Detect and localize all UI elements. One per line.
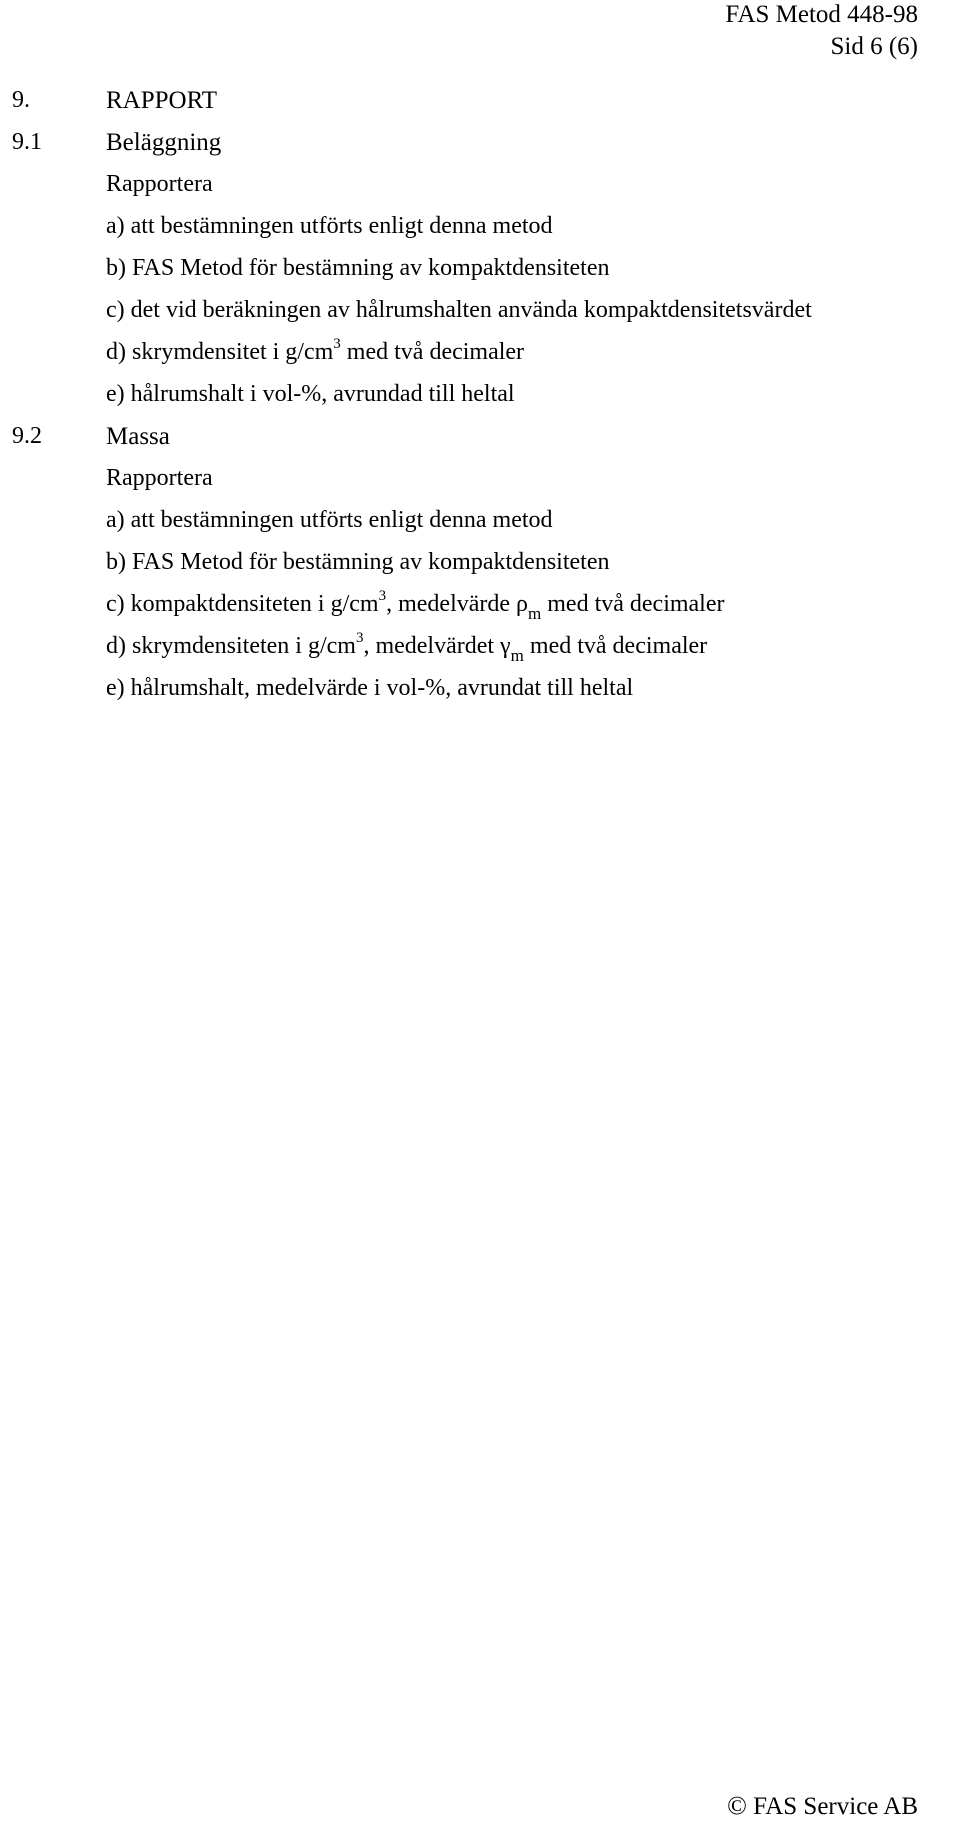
superscript: 3 <box>333 336 341 352</box>
section-title: RAPPORT <box>106 87 218 114</box>
list-item-9-1-e: e) hålrumshalt i vol-%, avrundad till heltal <box>106 381 515 407</box>
list-item-9-2-a: a) att bestämningen utförts enligt denna metod <box>106 507 553 533</box>
subsection-number-9-2: 9.2 <box>12 423 42 449</box>
superscript: 3 <box>355 630 364 646</box>
list-item-text: med två decimaler <box>523 633 708 659</box>
list-item-text: med två decimaler <box>340 339 525 365</box>
subscript: m <box>510 646 524 665</box>
list-item-text: med två decimaler <box>541 591 725 617</box>
subsection-title-9-2: Massa <box>106 423 170 450</box>
list-item-9-2-d <box>106 630 708 665</box>
superscript: 3 <box>378 588 387 604</box>
list-item-9-2-b: b) FAS Metod för bestämning av kompaktdensiteten <box>106 549 610 575</box>
footer-copyright <box>727 1793 918 1819</box>
page-number: Sid 6 (6) <box>830 33 918 60</box>
footer-company: FAS Service AB <box>746 1793 918 1820</box>
list-item-text: , medelvärde ρ <box>386 591 529 617</box>
list-item-9-1-a: a) att bestämningen utförts enligt denna metod <box>106 213 553 239</box>
list-item-9-1-c: c) det vid beräkningen av hålrumshalten använda kompaktdensitetsvärdet <box>106 297 812 323</box>
subsection-intro-9-2: Rapportera <box>106 465 213 491</box>
copyright-icon: © <box>727 1791 747 1820</box>
subsection-intro-9-1: Rapportera <box>106 171 213 197</box>
document-code: FAS Metod 448-98 <box>725 1 918 28</box>
subsection-number-9-1: 9.1 <box>12 129 42 155</box>
list-item-9-2-e: e) hålrumshalt, medelvärde i vol-%, avrundat till heltal <box>106 675 634 701</box>
list-item-9-1-d <box>106 336 525 365</box>
list-item-9-2-c <box>106 588 725 623</box>
list-item-text: d) skrymdensiteten i g/cm <box>106 633 356 659</box>
list-item-text: , medelvärdet γ <box>363 633 511 659</box>
subscript: m <box>528 604 542 623</box>
list-item-text: c) kompaktdensiteten i g/cm <box>106 591 379 617</box>
list-item-9-1-b: b) FAS Metod för bestämning av kompaktdensiteten <box>106 255 610 281</box>
section-number: 9. <box>12 87 30 113</box>
list-item-text: d) skrymdensitet i g/cm <box>106 339 334 365</box>
subsection-title-9-1: Beläggning <box>106 129 222 156</box>
